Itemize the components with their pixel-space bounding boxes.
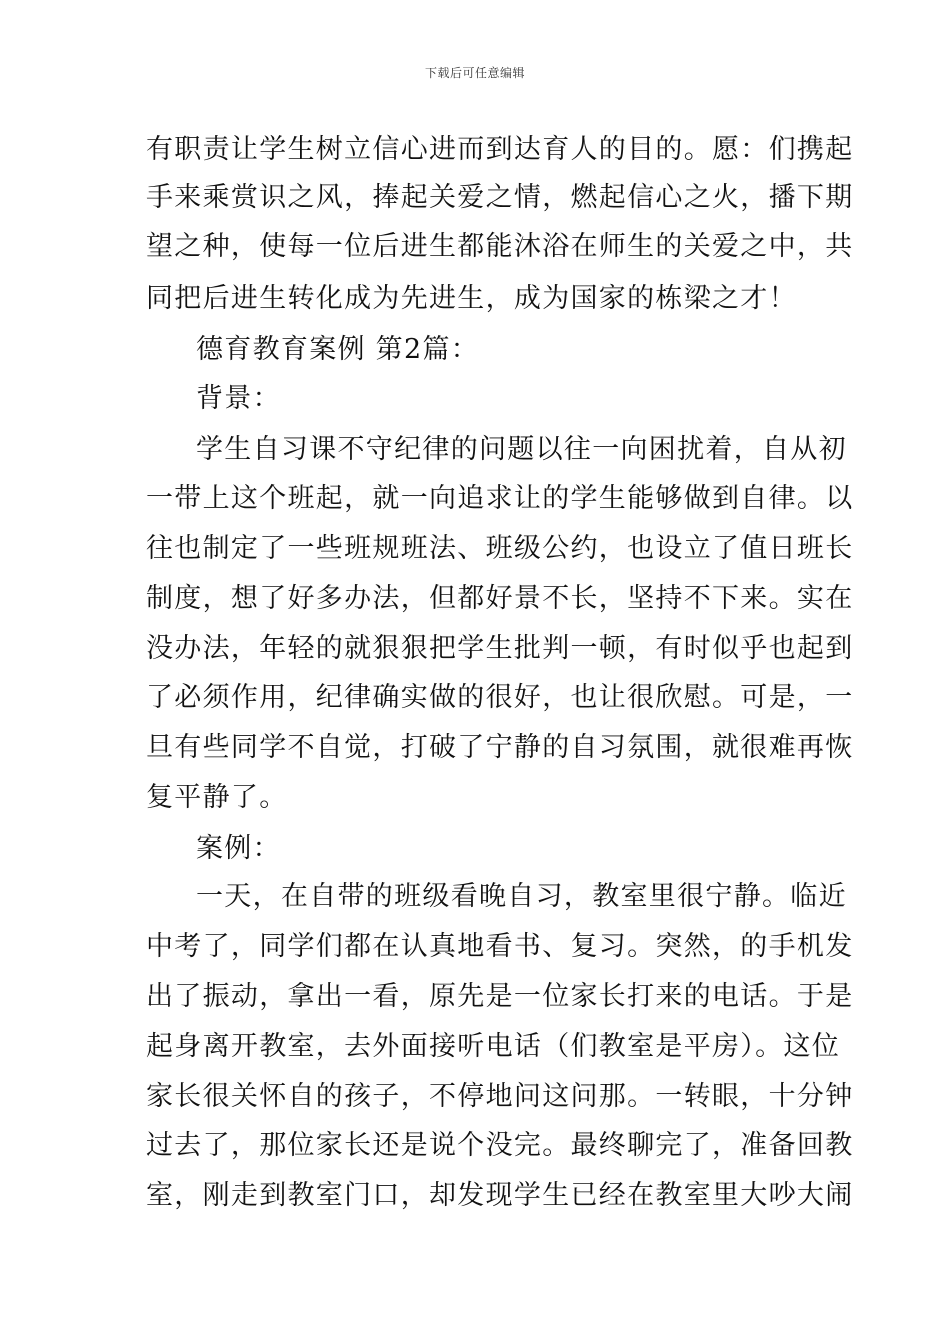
- body-line: 同把后进生转化成为先进生，成为国家的栋梁之才！: [146, 283, 797, 314]
- body-line: 制度，想了好多办法，但都好景不长，坚持不下来。实在: [146, 583, 854, 614]
- header-note: 下载后可任意编辑: [424, 66, 525, 80]
- body-line: 手来乘赏识之风，捧起关爱之情，燃起信心之火，播下期: [146, 182, 854, 213]
- body-line: 学生自习课不守纪律的问题以往一向困扰着，自从初: [196, 434, 847, 465]
- body-line: 一天，在自带的班级看晚自习，教室里很宁静。临近: [196, 881, 847, 912]
- body-line: 往也制定了一些班规班法、班级公约，也设立了值日班长: [146, 533, 854, 564]
- subheading-case: 案例：: [196, 833, 281, 864]
- body-line: 起身离开教室，去外面接听电话（们教室是平房）。这位: [146, 1031, 840, 1062]
- body-line: 望之种，使每一位后进生都能沐浴在师生的关爱之中，共: [146, 231, 854, 262]
- section-heading: 德育教育案例 第2篇：: [196, 334, 480, 365]
- body-line: 过去了，那位家长还是说个没完。最终聊完了，准备回教: [146, 1130, 854, 1161]
- body-line: 复平静了。: [146, 782, 288, 813]
- body-line: 有职责让学生树立信心进而到达育人的目的。愿：们携起: [146, 134, 854, 165]
- subheading-background: 背景：: [196, 383, 281, 414]
- body-line: 出了振动，拿出一看，原先是一位家长打来的电话。于是: [146, 981, 854, 1012]
- body-line: 家长很关怀自的孩子，不停地问这问那。一转眼，十分钟: [146, 1081, 854, 1112]
- body-line: 了必须作用，纪律确实做的很好，也让很欣慰。可是，一: [146, 682, 854, 713]
- body-line: 中考了，同学们都在认真地看书、复习。突然，的手机发: [146, 931, 854, 962]
- body-line: 室，刚走到教室门口，却发现学生已经在教室里大吵大闹: [146, 1180, 854, 1211]
- body-line: 一带上这个班起，就一向追求让的学生能够做到自律。以: [146, 483, 854, 514]
- body-line: 没办法，年轻的就狠狠把学生批判一顿，有时似乎也起到: [146, 633, 854, 664]
- body-line: 旦有些同学不自觉，打破了宁静的自习氛围，就很难再恢: [146, 732, 854, 763]
